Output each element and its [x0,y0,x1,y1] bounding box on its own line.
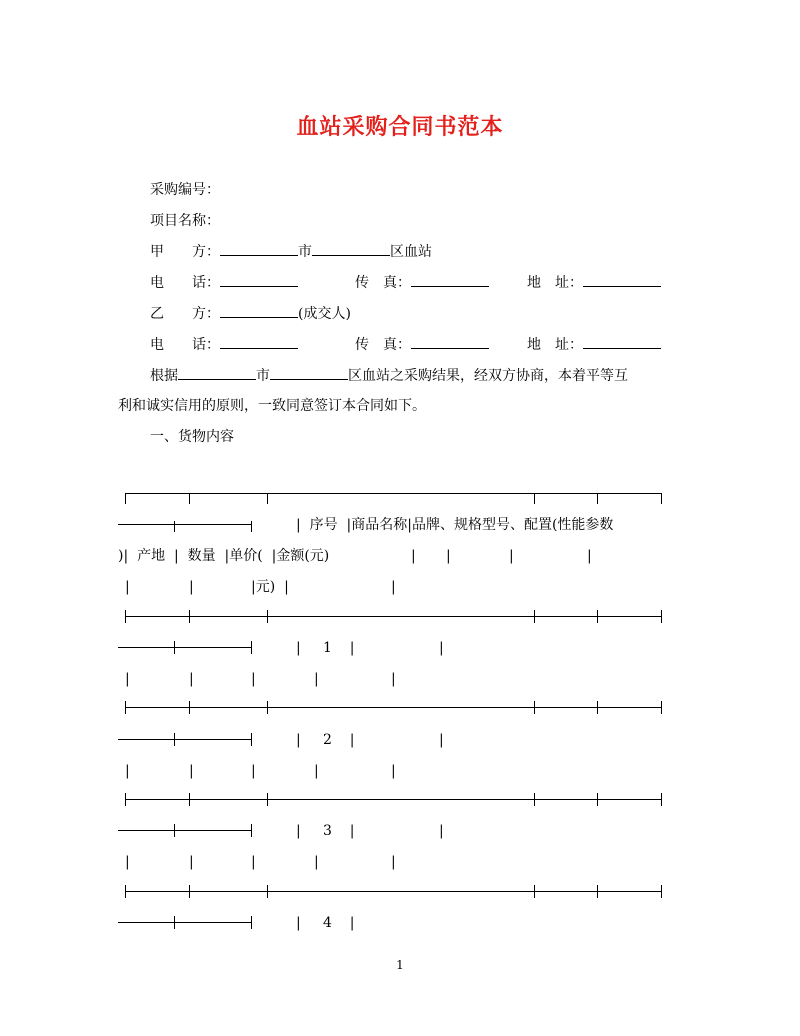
tick [597,610,598,623]
para-district-blank[interactable] [270,365,348,380]
tick [661,610,662,623]
district-blank[interactable] [312,241,390,256]
row-seq: 1 [322,640,332,656]
para-middle: 区血站之采购结果，经双方协商，本着平等互 [348,368,628,384]
table-bar: | [125,671,130,687]
table-bar: | [391,854,396,870]
table-line [118,647,251,648]
tick [534,885,535,898]
tick [174,641,175,654]
table-bar: | [125,579,130,595]
row-seq: 2 [322,732,332,748]
tick [661,885,662,898]
table-line [125,707,662,708]
table-row: | 3 | [296,823,355,839]
row-seq: 4 [322,915,332,931]
phone-blank[interactable] [220,334,298,349]
table-row: | 2 | [296,732,355,748]
tick [267,701,268,714]
tick [251,916,252,929]
tick [189,793,190,806]
project-name-label: 项目名称： [150,213,220,229]
table-line [125,799,662,800]
table-bar: | [439,732,444,748]
tick [125,493,126,504]
para-city-blank[interactable] [178,365,256,380]
tick [597,885,598,898]
project-name-line [150,211,220,231]
table-bar: | [189,854,194,870]
tick [534,793,535,806]
party-b-blank[interactable] [220,303,298,318]
table-bar: | [391,763,396,779]
header-origin: 产地 [137,548,166,564]
tick [125,610,126,623]
party-a-fax [355,272,489,293]
table-bar: | [446,548,451,564]
fax-blank[interactable] [411,334,489,349]
district-station-text: 区血站 [390,244,432,260]
party-b-fax [355,334,489,355]
tick [267,793,268,806]
table-bar: | [314,763,319,779]
tick [661,793,662,806]
party-a-contact-line [150,272,298,293]
party-b-label: 乙 方： [150,306,220,322]
table-line [118,524,251,525]
table-line [118,830,251,831]
table-bar: | [439,640,444,656]
tick [267,885,268,898]
tick [661,493,662,504]
phone-label: 电 话： [150,275,220,291]
header-product-name: 商品名称 [351,517,408,533]
party-a-label: 甲 方： [150,244,220,260]
tick [597,701,598,714]
table-bar: | [391,579,396,595]
address-blank[interactable] [583,334,661,349]
tick [267,610,268,623]
agreement-paragraph-line1 [150,365,628,386]
para-city: 市 [256,368,270,384]
row-seq: 3 [322,823,332,839]
table-row: | 4 | [296,915,355,931]
table-row: | 1 | [296,640,355,656]
header-quantity: 数量 [187,548,216,564]
fax-label: 传 真： [355,337,411,353]
fax-label: 传 真： [355,275,411,291]
table-bar: | [251,763,256,779]
tick [534,701,535,714]
table-bar: | [439,823,444,839]
purchase-number-line [150,180,220,200]
city-text: 市 [298,244,312,260]
table-bar: | [251,671,256,687]
tick [251,641,252,654]
table-bar: | [314,854,319,870]
phone-blank[interactable] [220,272,298,287]
address-blank[interactable] [583,272,661,287]
table-bar: | [125,763,130,779]
phone-label: 电 话： [150,337,220,353]
para-prefix: 根据 [150,368,178,384]
tick [597,793,598,806]
table-bar: | [509,548,514,564]
page-number: 1 [396,958,404,972]
tick [189,701,190,714]
table-line [125,891,662,892]
address-label: 地 址： [527,275,583,291]
header-close-paren: ) [118,548,124,564]
tick [251,824,252,837]
table-line [118,922,251,923]
party-a-address [527,272,661,293]
header-unit-price: 单价( [229,548,263,564]
party-b-address [527,334,661,355]
table-bar: | [411,548,416,564]
table-line [118,739,251,740]
party-b-contact-line [150,334,298,355]
header-brand-spec: 品牌、规格型号、配置(性能参数 [411,517,614,533]
tick [534,493,535,504]
table-bar: | [189,671,194,687]
table-bar: | [314,671,319,687]
table-bar: | [251,854,256,870]
agreement-paragraph-line2 [118,396,426,416]
document-title: 血站采购合同书范本 [296,114,504,140]
fax-blank[interactable] [411,272,489,287]
header-row-3: |元) | [251,579,289,595]
para-line2: 利和诚实信用的原则，一致同意签订本合同如下。 [118,398,426,414]
table-border-top [125,493,662,494]
party-a-line [150,241,432,262]
table-line [125,616,662,617]
tick [251,521,252,532]
tick [174,916,175,929]
tick [267,493,268,504]
table-bar: | [587,548,592,564]
tick [597,493,598,504]
tick [661,701,662,714]
tick [174,733,175,746]
city-blank[interactable] [220,241,298,256]
tick [251,733,252,746]
address-label: 地 址： [527,337,583,353]
tick [174,521,175,532]
header-seq: 序号 [309,517,338,533]
tick [189,610,190,623]
tick [125,885,126,898]
table-bar: | [189,763,194,779]
table-bar: | [189,579,194,595]
tick [125,793,126,806]
tick [125,701,126,714]
header-amount: 金额(元) [276,548,330,564]
section-goods-heading: 一、货物内容 [150,429,234,445]
tick [174,824,175,837]
table-bar: | [391,671,396,687]
purchase-number-label: 采购编号： [150,182,220,198]
tick [189,493,190,504]
tick [534,610,535,623]
party-b-line [150,303,351,324]
tick [189,885,190,898]
header-yuan: 元) [255,579,276,595]
winning-bidder-text: (成交人) [298,306,351,322]
table-bar: | [125,854,130,870]
header-row-2: )| 产地 | 数量 |单价( |金额(元) [118,548,330,564]
header-row-1: | 序号 |商品名称|品牌、规格型号、配置(性能参数 [296,517,614,533]
